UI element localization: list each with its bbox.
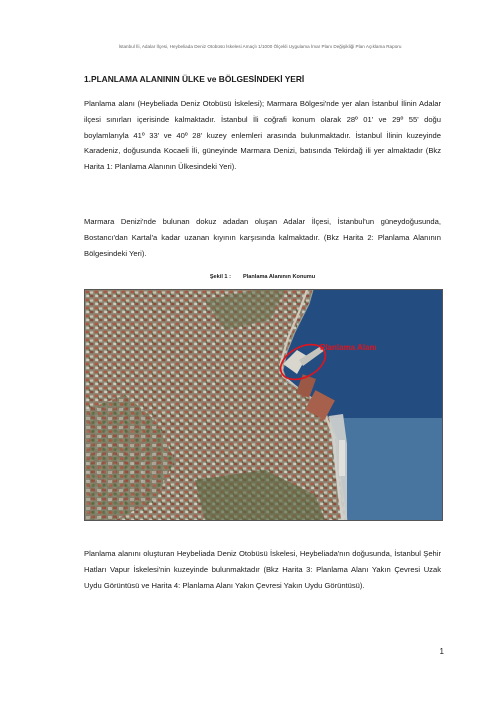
paragraph-1: Planlama alanı (Heybeliada Deniz Otobüsü İskelesi); Marmara Bölgesi'nde yer alan İstanbul İlinin Adalar ilçesi sınırları içerisinde kalmaktadır. İstanbul İli coğrafi konum olarak 28º 01' ve 29º 55' doğu boylamlarıyla 41º 33' ve 40º 28' kuzey enlemleri arasında bulunmaktadır. İstanbul İlinin kuzeyinde Karadeniz, doğusunda Kocaeli İli, güneyinde Marmara Denizi, batısında Tekirdağ ili yer almaktadır (Bkz Harita 1: Planlama Alanının Ülkesindeki Yeri).: [84, 99, 441, 172]
page-number: 1: [439, 647, 444, 656]
section-title: 1.PLANLAMA ALANININ ÜLKE ve BÖLGESİNDEKİ YERİ: [84, 74, 305, 84]
figure-number: Şekil 1 :: [209, 274, 231, 280]
paragraph-3: Planlama alanını oluşturan Heybeliada Deniz Otobüsü İskelesi, Heybeliada'nın doğusunda, İstanbul Şehir Hatları Vapur İskelesi'nin kuzeyinde bulunmaktadır (Bkz Harita 3: Planlama Alanı Yakın Çevresi Uzak Uydu Görüntüsü ve Harita 4: Planlama Alanı Yakın Çevresi Yakın Uydu Görüntüsü).: [84, 549, 441, 590]
planning-area-label: Planlama Alanı: [320, 343, 377, 352]
pier-south: [339, 440, 345, 476]
figure-caption: [84, 274, 441, 280]
figure-title: Planlama Alanının Konumu: [242, 274, 316, 280]
paragraph-2: Marmara Denizi'nde bulunan dokuz adadan oluşan Adalar İlçesi, İstanbul'un güneydoğusunda, Bostancı'dan Kartal'a kadar uzanan kıyının karşısında kalmaktadır. (Bkz Harita 2: Planlama Alanının Bölgesindeki Yeri).: [84, 217, 441, 258]
page-header: İstanbul İli, Adalar İlçesi, Heybeliada Deniz Otobüsü İskelesi Amaçlı 1/1000 Ölçekli Uygulama İmar Planı Değişikliği Plan Açıklama Raporu: [118, 44, 402, 49]
satellite-map-image: [84, 289, 443, 521]
